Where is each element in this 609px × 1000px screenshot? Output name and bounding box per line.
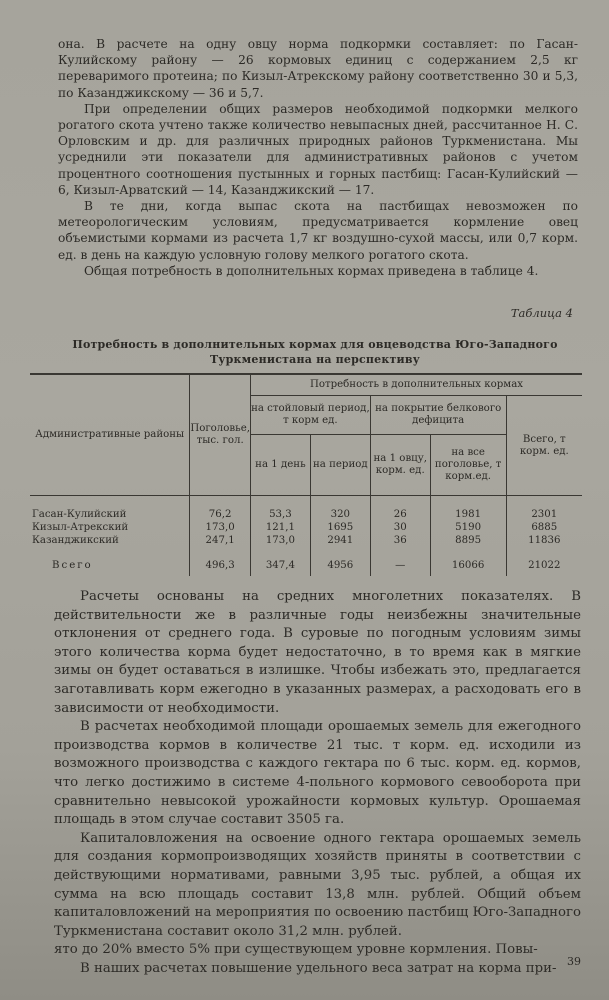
- cell-livestock: 496,3: [190, 547, 251, 576]
- table-title: [60, 337, 570, 367]
- paragraph: Капиталовложения на освоение одного гектара орошаемых земель для создания кормопроизводящих хозяйств приняты в соответствии с действующими нормативами, равными 3,95 тыс. рублей, а общая их сумма на всю площадь составит 13,8 млн. рублей. Общий объем капиталовложений на мероприятия по освоению пастбищ Юго-Западного Туркменистана составит около 31,2 млн. рублей.: [54, 830, 581, 939]
- cell-day: 347,4: [250, 547, 310, 576]
- cell-all: 8895: [430, 534, 506, 547]
- cell-period: 1695: [310, 521, 370, 534]
- cell-district: Гасан-Кулийский: [32, 508, 127, 520]
- cell-all: 16066: [430, 547, 506, 576]
- paragraph: В расчетах необходимой площади орошаемых земель для ежегодного производства кормов в количестве 21 тыс. т корм. ед. исходили из возможного производства с каждого гектара по 6 тыс. корм. ед. кормов, что легко достижимо в системе 4-польного кормового севооборота при сравнительно невысокой урожайности кормовых культур. Орошаемая площадь в этом случае составит 3505 га.: [54, 719, 581, 828]
- upper-text: [58, 36, 578, 279]
- cell-all: 5190: [430, 521, 506, 534]
- paragraph: Расчеты основаны на средних многолетних показателях. В действительности же в различные годы неизбежны значительные отклонения от среднего года. В суровые по погодным условиям зимы этого количества корма будет недостаточно, в то время как в мягкие зимы он будет оставаться в излишке. Чтобы избежать это, предлагается заготавливать корм ежегодно в указанных размерах, а расходовать его в зависимости от необходимости.: [54, 589, 581, 716]
- cell-period: 320: [310, 496, 370, 522]
- header-total: Всего, т корм. ед.: [506, 396, 582, 496]
- table-total-row: [30, 547, 582, 576]
- cell-day: 121,1: [250, 521, 310, 534]
- table-title-line: Туркменистана на перспективу: [210, 353, 420, 366]
- paragraph: она. В расчете на одну овцу норма подкормки составляет: по Гасан-Кулийскому району — 26 кормовых единиц с содержанием 2,5 кг переваримого протеина; по Кизыл-Атрекскому району соответственно 30 и 5,3, по Казанджикскому — 36 и 5,7.: [58, 37, 578, 100]
- cell-all: 1981: [430, 496, 506, 522]
- cell-sheep: —: [370, 547, 430, 576]
- cell-total: 21022: [506, 547, 582, 576]
- header-per-sheep: на 1 овцу, корм. ед.: [370, 435, 430, 496]
- header-protein: на покрытие белкового дефицита: [370, 396, 506, 435]
- table-label: Таблица 4: [510, 306, 573, 320]
- cell-period: 2941: [310, 534, 370, 547]
- cell-district: Всего: [52, 559, 93, 571]
- header-livestock: Поголовье, тыс. гол.: [190, 374, 251, 496]
- cell-sheep: 26: [370, 496, 430, 522]
- cell-total: 2301: [506, 496, 582, 522]
- header-per-day: на 1 день: [250, 435, 310, 496]
- header-all-livestock: на все поголовье, т корм.ед.: [430, 435, 506, 496]
- cell-day: 53,3: [250, 496, 310, 522]
- cell-total: 11836: [506, 534, 582, 547]
- header-per-period: на период: [310, 435, 370, 496]
- cell-total: 6885: [506, 521, 582, 534]
- cell-livestock: 173,0: [190, 521, 251, 534]
- paragraph: В наших расчетах повышение удельного веса затрат на корма при-: [80, 960, 557, 976]
- cell-sheep: 36: [370, 534, 430, 547]
- paragraph: Общая потребность в дополнительных кормах приведена в таблице 4.: [84, 263, 539, 278]
- cell-livestock: 76,2: [190, 496, 251, 522]
- cell-district: Кизыл-Атрекский: [32, 521, 129, 533]
- feed-needs-table: [30, 373, 582, 576]
- table-row: [30, 496, 582, 522]
- cell-sheep: 30: [370, 521, 430, 534]
- paragraph: ято до 20% вместо 5% при существующем уровне кормления. Повы-: [54, 942, 538, 958]
- table-row: [30, 521, 582, 534]
- header-need: Потребность в дополнительных кормах: [250, 374, 582, 396]
- lower-text: [54, 588, 581, 978]
- cell-period: 4956: [310, 547, 370, 576]
- table-title-line: Потребность в дополнительных кормах для овцеводства Юго-Западного: [72, 338, 558, 351]
- header-districts: Административные районы: [30, 374, 190, 496]
- table-row: [30, 534, 582, 547]
- cell-day: 173,0: [250, 534, 310, 547]
- paragraph: При определении общих размеров необходимой подкормки мелкого рогатого скота учтено также количество невыпасных дней, рассчитанное Н. С. Орловским и др. для различных природных районов Туркменистана. Мы усреднили эти показатели для административных районов с учетом процентного соотношения пустынных и горных пастбищ: Гасан-Кулийский — 6, Кизыл-Арватский — 14, Казанджикский — 17.: [58, 101, 578, 197]
- page-number: 39: [567, 955, 581, 968]
- cell-district: Казанджикский: [32, 534, 119, 546]
- paragraph: В те дни, когда выпас скота на пастбищах невозможен по метеорологическим условиям, предусматривается кормление овец объемистыми кормами из расчета 1,7 кг воздушно-сухой массы, или 0,7 корм. ед. в день на каждую условную голову мелкого рогатого скота.: [58, 199, 578, 262]
- cell-livestock: 247,1: [190, 534, 251, 547]
- header-stall: на стойловый период, т корм ед.: [250, 396, 370, 435]
